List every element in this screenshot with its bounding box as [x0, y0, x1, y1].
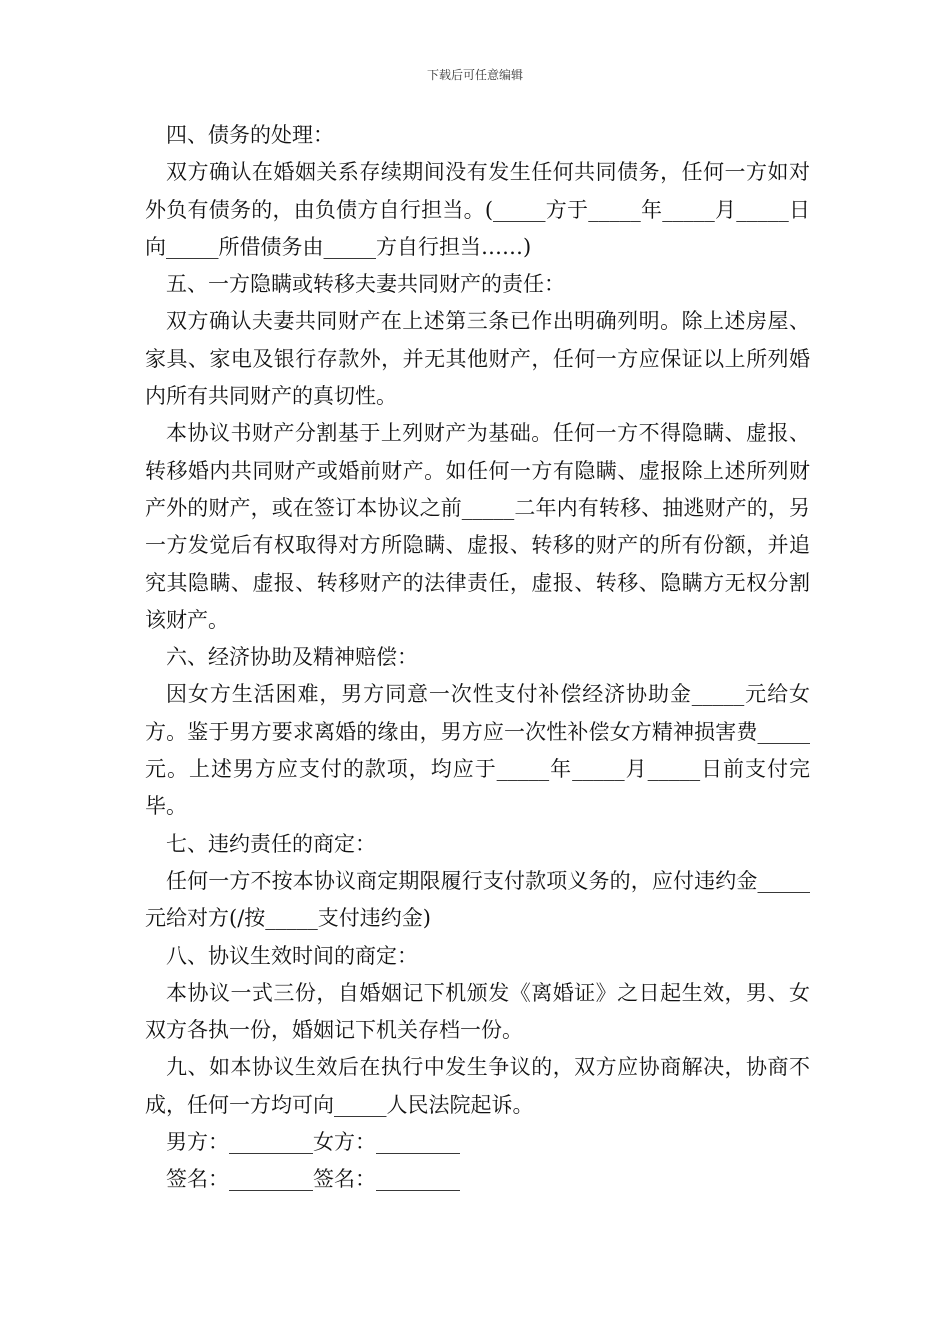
signature-line: 签名：________签名：________ [166, 1167, 460, 1192]
section-heading-compensation: 六、经济协助及精神赔偿： [166, 645, 418, 670]
paragraph-debt-confirmation: 双方确认在婚姻关系存续期间没有发生任何共同债务，任何一方如对外负有债务的，由负债方自行担当。(_____方于_____年_____月_____日向_____所借债务由_____方自行担当……) [145, 160, 810, 259]
document-body [145, 117, 810, 1199]
section-heading-breach: 七、违约责任的商定： [166, 831, 376, 856]
section-heading-effective: 八、协议生效时间的商定： [166, 943, 418, 968]
paragraph-breach: 任何一方不按本协议商定期限履行支付款项义务的，应付违约金_____元给对方(/按_____支付违约金) [145, 868, 810, 931]
paragraph-property-confirmation: 双方确认夫妻共同财产在上述第三条已作出明确列明。除上述房屋、家具、家电及银行存款外，并无其他财产，任何一方应保证以上所列婚内所有共同财产的真切性。 [145, 309, 810, 409]
paragraph-dispute: 九、如本协议生效后在执行中发生争议的，双方应协商解决，协商不成，任何一方均可向_____人民法院起诉。 [145, 1055, 810, 1117]
section-heading-concealment: 五、一方隐瞒或转移夫妻共同财产的责任： [166, 272, 565, 297]
party-line: 男方：________女方：________ [166, 1130, 460, 1155]
paragraph-property-division: 本协议书财产分割基于上列财产为基础。任何一方不得隐瞒、虚报、转移婚内共同财产或婚前财产。如任何一方有隐瞒、虚报除上述所列财产外的财产，或在签订本协议之前_____二年内有转移、抽逃财产的，另一方发觉后有权取得对方所隐瞒、虚报、转移的财产的所有份额，并追究其隐瞒、虚报、转移财产的法律责任，虚报、转移、隐瞒方无权分割该财产。 [145, 421, 810, 632]
section-heading-debt: 四、债务的处理： [166, 123, 334, 147]
paragraph-compensation: 因女方生活困难，男方同意一次性支付补偿经济协助金_____元给女方。鉴于男方要求离婚的缘由，男方应一次性补偿女方精神损害费_____元。上述男方应支付的款项，均应于_____年_____月_____日前支付完毕。 [145, 682, 810, 819]
paragraph-effective: 本协议一式三份，自婚姻记下机颁发《离婚证》之日起生效，男、女双方各执一份，婚姻记下机关存档一份。 [145, 980, 810, 1043]
page-header: 下载后可任意编辑 [426, 68, 523, 82]
